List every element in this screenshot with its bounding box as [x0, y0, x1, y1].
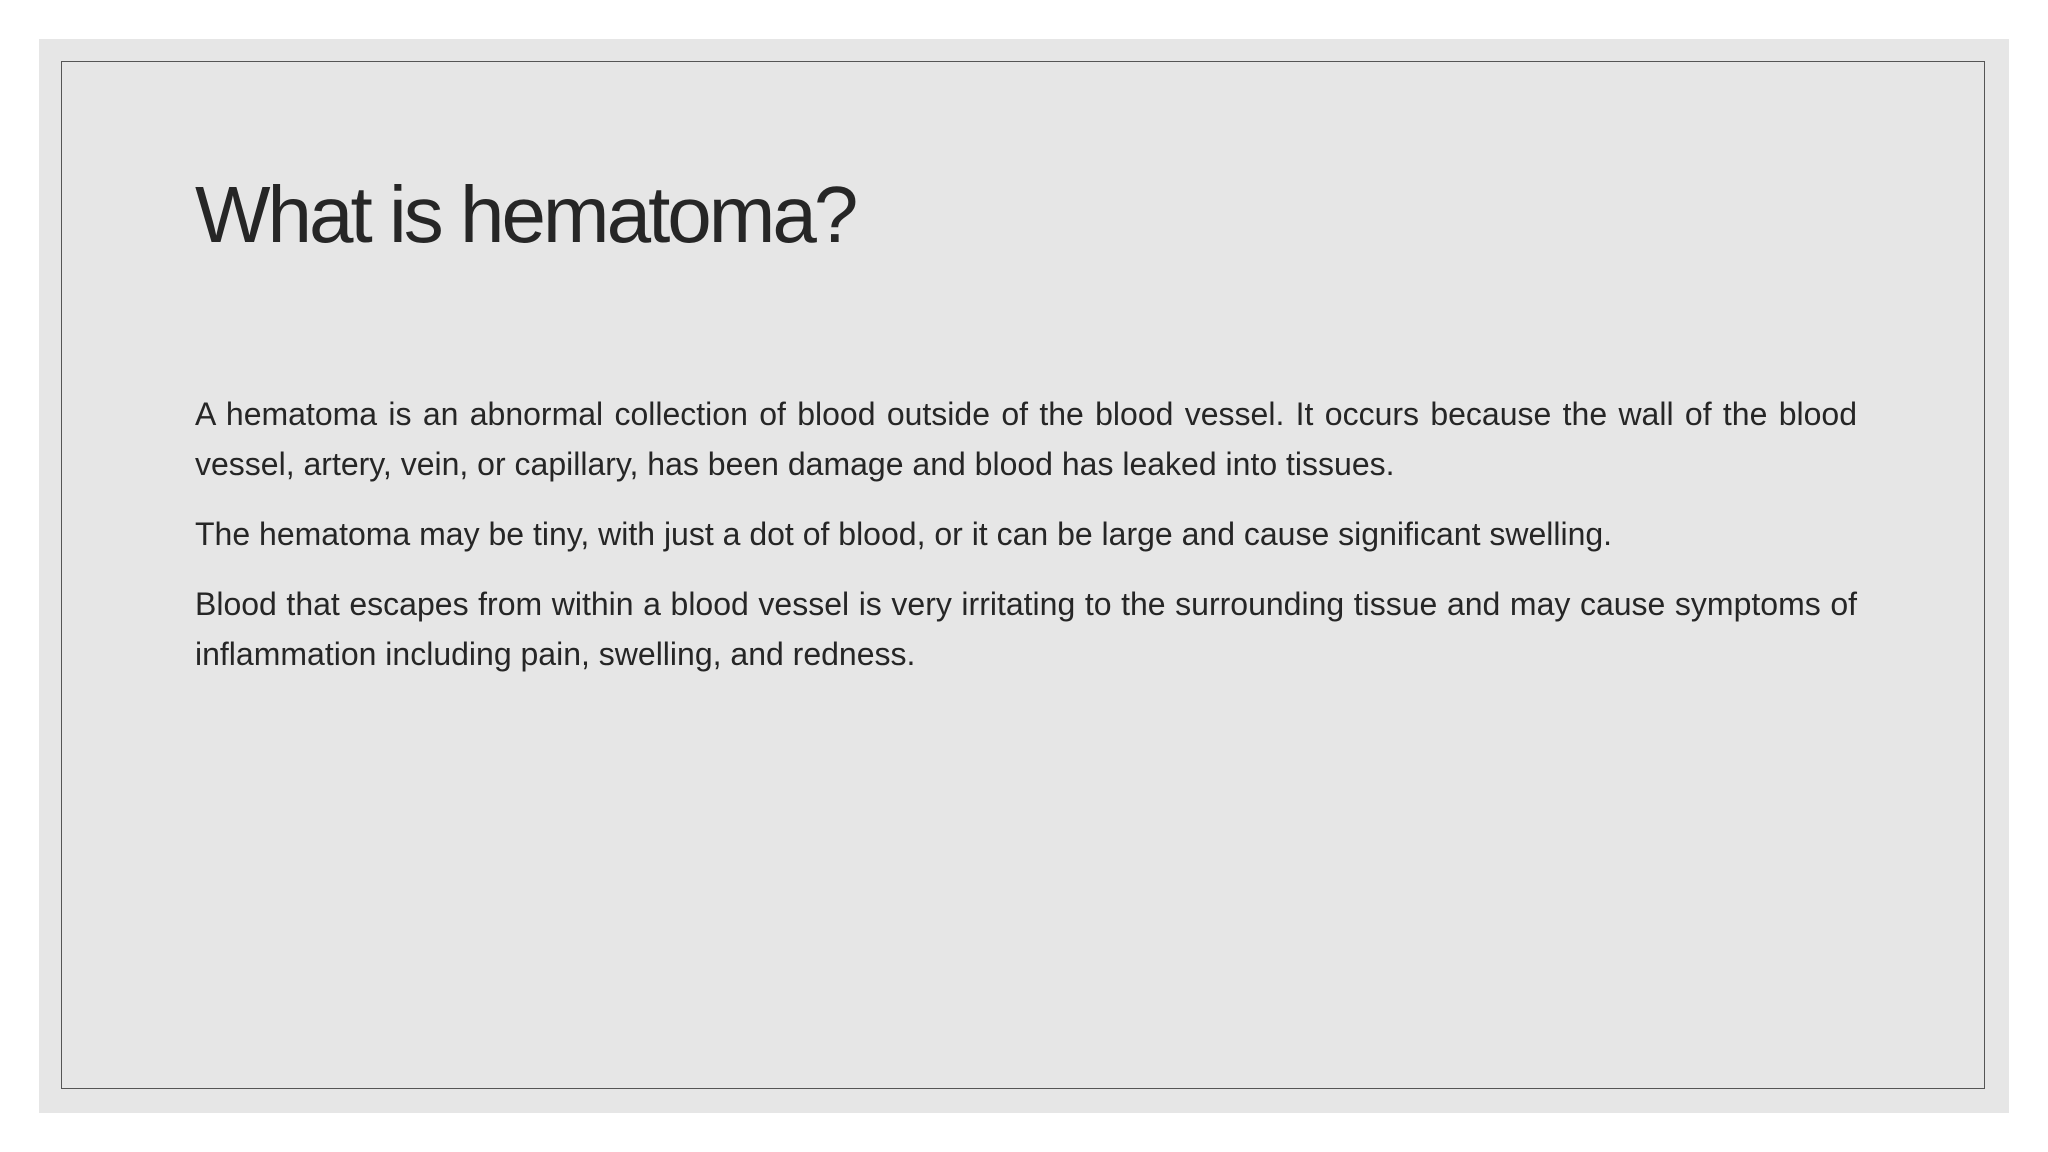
- body-paragraph-size: The hematoma may be tiny, with just a dot of blood, or it can be large and cause significant swelling.: [195, 516, 1613, 552]
- body-paragraph-symptoms: Blood that escapes from within a blood vessel is very irritating to the surrounding tissue and may cause symptoms of inflammation including pain, swelling, and redness.: [195, 586, 1857, 672]
- slide: [39, 39, 2009, 1113]
- slide-title: What is hematoma?: [195, 170, 856, 259]
- body-paragraph-definition: A hematoma is an abnormal collection of blood outside of the blood vessel. It occurs because the wall of the blood vessel, artery, vein, or capillary, has been damage and blood has leaked into tissues.: [195, 396, 1857, 482]
- slide-body: [195, 389, 1857, 699]
